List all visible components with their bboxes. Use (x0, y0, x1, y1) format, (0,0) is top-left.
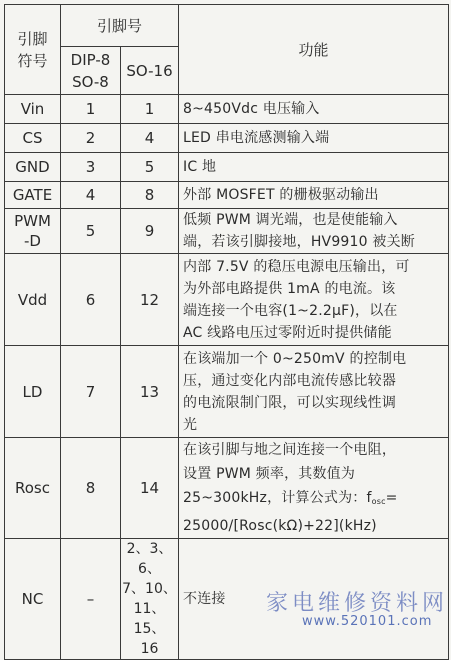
pin-symbol: Vin (5, 95, 61, 124)
formula-subscript: osc (371, 497, 386, 506)
pin-so16-number: 9 (121, 209, 179, 254)
table-row (5, 438, 449, 539)
pin-dip-number: 2 (61, 124, 121, 153)
pin-dip-number: 8 (61, 438, 121, 539)
pin-so16-number (121, 539, 179, 660)
pin-symbol: LD (5, 346, 61, 438)
table-row (5, 209, 449, 254)
function-line: 低频 PWM 调光端，也是使能输入 (183, 212, 398, 228)
pin-symbol (5, 209, 61, 254)
table-row (5, 95, 449, 124)
pin-so16-number: 5 (121, 153, 179, 182)
so16-line: 11、15、 (133, 601, 166, 637)
function-line: 光 (183, 416, 198, 433)
header-so16: SO-16 (121, 47, 179, 95)
function-line: 的电流限制门限，可以实现线性调 (183, 394, 397, 411)
pin-function (179, 182, 449, 209)
function-line: AC 线路电压过零附近时提供储能 (183, 324, 392, 341)
pin-dip-number: – (61, 539, 121, 660)
function-line: 端，若该引脚接地，HV9910 被关断 (183, 234, 415, 250)
table-row (5, 346, 449, 438)
function-line: 外部 MOSFET 的栅极驱动输出 (183, 187, 379, 203)
pin-dip-number: 1 (61, 95, 121, 124)
pin-symbol: NC (5, 539, 61, 660)
table-row (5, 153, 449, 182)
pin-function (179, 124, 449, 153)
pin-so16-number: 14 (121, 438, 179, 539)
pin-symbol: GATE (5, 182, 61, 209)
table-row (5, 182, 449, 209)
table-row (5, 254, 449, 346)
pin-symbol: GND (5, 153, 61, 182)
pin-so16-number: 1 (121, 95, 179, 124)
pin-symbol: Rosc (5, 438, 61, 539)
pin-so16-number: 4 (121, 124, 179, 153)
pin-so16-number: 12 (121, 254, 179, 346)
pin-symbol: CS (5, 124, 61, 153)
header-so8-label: SO-8 (72, 72, 109, 91)
function-line: 端连接一个电容(1~2.2μF)，以在 (183, 302, 398, 319)
header-function: 功能 (179, 5, 449, 95)
pin-dip-number: 7 (61, 346, 121, 438)
header-pin-symbol-line2: 符号 (17, 51, 48, 70)
so16-line: 7、10、 (122, 581, 177, 597)
pin-dip-number: 3 (61, 153, 121, 182)
function-line: 在该引脚与地之间连接一个电阻， (183, 442, 397, 458)
so16-line: 16 (140, 641, 159, 657)
pin-function (179, 209, 449, 254)
function-line: 不连接 (183, 591, 226, 607)
header-pin-symbol-line1: 引脚 (17, 29, 48, 48)
function-line: 内部 7.5V 的稳压电源电压输出，可 (183, 258, 410, 275)
function-line: 8~450Vdc 电压输入 (183, 101, 320, 117)
header-pin-number: 引脚号 (61, 5, 179, 47)
pin-symbol-line2: -D (24, 232, 41, 250)
formula-prefix: 25~300kHz，计算公式为：f (183, 490, 372, 506)
table-row (5, 124, 449, 153)
pin-symbol-line1: PWM (14, 212, 51, 230)
pin-dip-number: 6 (61, 254, 121, 346)
pin-dip-number: 4 (61, 182, 121, 209)
watermark-text: 家电维修资料网 (266, 591, 449, 616)
function-line: LED 串电流感测输入端 (183, 130, 330, 146)
pin-symbol: Vdd (5, 254, 61, 346)
pin-dip-number: 5 (61, 209, 121, 254)
pin-function (179, 95, 449, 124)
function-line: 设置 PWM 频率，其数值为 (183, 466, 356, 482)
formula-equals: = (385, 490, 398, 506)
pin-function (179, 254, 449, 346)
so16-line: 2、3、6、 (126, 541, 173, 577)
pin-so16-number: 13 (121, 346, 179, 438)
function-line (183, 486, 445, 514)
function-line: IC 地 (183, 159, 217, 175)
header-dip8-label: DIP-8 (70, 50, 111, 69)
pin-table (4, 4, 449, 660)
header-pin-symbol (5, 5, 61, 95)
pin-function (179, 153, 449, 182)
pin-so16-number: 8 (121, 182, 179, 209)
pin-function (179, 346, 449, 438)
function-line: 25000/[Rosc(kΩ)+22](kHz) (183, 518, 377, 534)
pin-function (179, 438, 449, 539)
function-line: 为外部电路提供 1mA 的电流。该 (183, 280, 396, 297)
header-dip-so8 (61, 47, 121, 95)
function-line: 压，通过变化内部电流传感比较器 (183, 372, 397, 389)
watermark-url: www.520101.com (302, 614, 433, 629)
function-line: 在该端加一个 0~250mV 的控制电 (183, 350, 407, 367)
